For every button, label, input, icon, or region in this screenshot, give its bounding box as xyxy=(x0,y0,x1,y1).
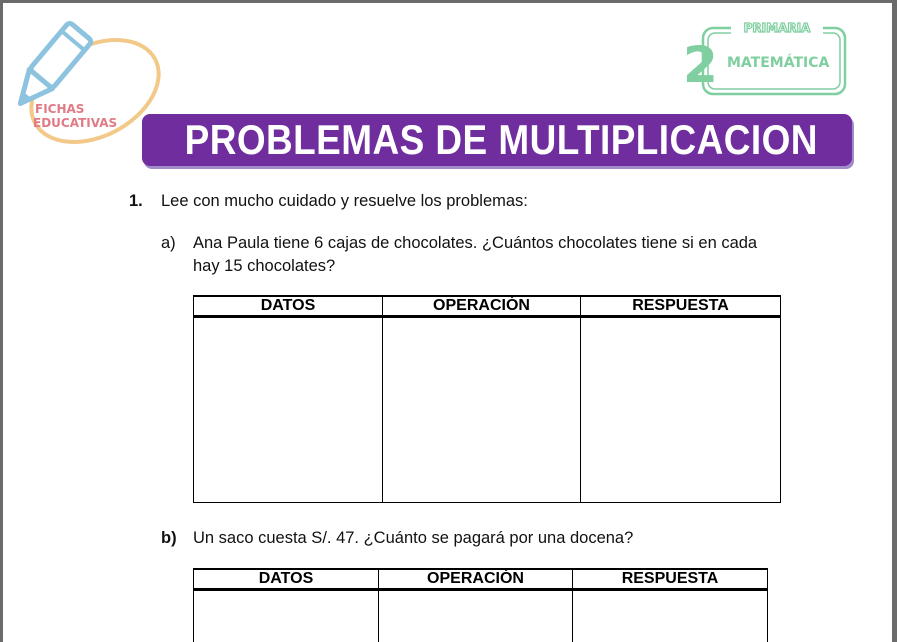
page-title: PROBLEMAS DE MULTIPLICACION xyxy=(184,116,818,163)
problem-b-text-line1: Un saco cuesta S/. 47. ¿Cuánto se pagará por una docena? xyxy=(193,529,634,547)
exercise-number: 1. xyxy=(129,192,143,210)
respuesta-cell[interactable] xyxy=(581,317,781,503)
exercise-instruction: Lee con mucho cuidado y resuelve los problemas: xyxy=(161,192,528,210)
table-answer-row xyxy=(194,590,768,642)
problem-a-text-line1: Ana Paula tiene 6 cajas de chocolates. ¿Cuántos chocolates tiene si en cada xyxy=(193,234,758,252)
answer-table-b xyxy=(193,568,768,642)
worksheet-page xyxy=(3,3,892,642)
datos-cell[interactable] xyxy=(194,317,383,503)
header-operacion: OPERACIÓN xyxy=(383,296,581,317)
problem-b-label: b) xyxy=(161,529,177,547)
title-banner xyxy=(142,114,852,166)
header-operacion: OPERACIÓN xyxy=(379,569,573,590)
table-answer-row xyxy=(194,317,781,503)
table-header-row xyxy=(194,569,768,590)
svg-text:PRIMARIA: PRIMARIA xyxy=(743,21,811,35)
header-respuesta: RESPUESTA xyxy=(581,296,781,317)
svg-text:2: 2 xyxy=(683,36,718,94)
operacion-cell[interactable] xyxy=(383,317,581,503)
pencil-icon xyxy=(9,22,92,113)
respuesta-cell[interactable] xyxy=(573,590,768,642)
svg-text:FICHAS: FICHAS xyxy=(35,102,85,116)
problem-a-label: a) xyxy=(161,234,176,252)
svg-text:MATEMÁTICA: MATEMÁTICA xyxy=(727,55,830,71)
header-datos: DATOS xyxy=(194,569,379,590)
header-datos: DATOS xyxy=(194,296,383,317)
datos-cell[interactable] xyxy=(194,590,379,642)
problem-a-text-line2: hay 15 chocolates? xyxy=(193,257,336,275)
table-header-row xyxy=(194,296,781,317)
header-respuesta: RESPUESTA xyxy=(573,569,768,590)
operacion-cell[interactable] xyxy=(379,590,573,642)
primaria-matematica-badge xyxy=(681,18,851,103)
svg-text:EDUCATIVAS: EDUCATIVAS xyxy=(33,116,118,130)
answer-table-a xyxy=(193,295,781,503)
